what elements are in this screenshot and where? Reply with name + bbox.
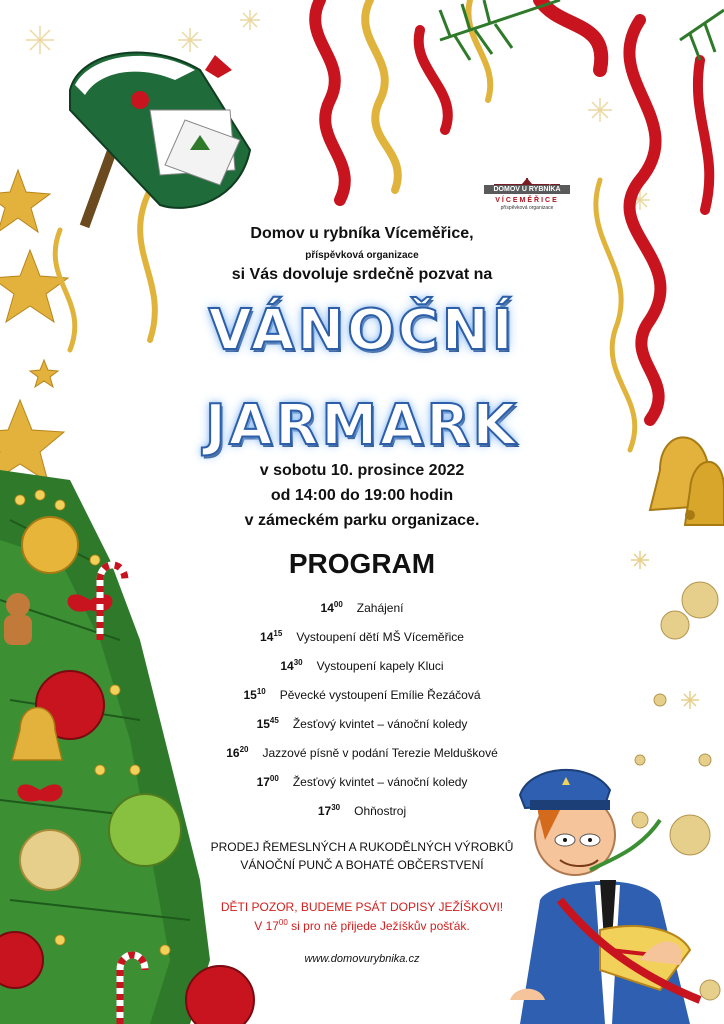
program-time: $16^{20}$ [226, 745, 249, 760]
program-label: Žesťový kvintet – vánoční koledy [292, 775, 468, 789]
event-time: od 14:00 do 19:00 hodin [270, 487, 454, 504]
program-item [0, 745, 724, 760]
event-place: v zámeckém parku organizace. [244, 512, 480, 529]
program-time: $15^{10}$ [243, 687, 266, 702]
program-time: $14^{30}$ [280, 658, 303, 673]
program-label: Žesťový kvintet – vánoční koledy [292, 717, 468, 731]
program-label: Jazzové písně v podání Terezie Melduškové [262, 746, 498, 760]
program-item [0, 600, 724, 615]
program-time: $15^{45}$ [256, 716, 279, 731]
program-item [0, 658, 724, 673]
title-line1: VÁNOČNÍ [208, 298, 516, 363]
program-time: $14^{00}$ [320, 600, 343, 615]
kids-notice-line1: DĚTI POZOR, BUDEME PSÁT DOPISY JEŽÍŠKOVI! [220, 900, 504, 914]
program-item [0, 716, 724, 731]
website-link[interactable]: www.domovurybnika.cz [304, 953, 420, 965]
logo-type: příspěvková organizace [500, 205, 554, 211]
kids-notice-line2: V $17^{00}$ si pro ně přijede Ježíškův pošťák. [254, 918, 470, 933]
program-time: $14^{15}$ [260, 629, 283, 644]
program-time: $17^{30}$ [317, 803, 341, 818]
program-label: Ohňostroj [354, 804, 407, 818]
program-item [0, 774, 724, 789]
org-name: Domov u rybníka Víceměřice, [250, 225, 474, 242]
logo-place: VÍCEMĚŘICE [495, 197, 559, 204]
organization-logo [484, 178, 570, 214]
title-line2: JARMARK [205, 393, 519, 458]
event-date: v sobotu 10. prosince 2022 [259, 462, 465, 479]
program-heading: PROGRAM [288, 548, 436, 579]
program-time: $17^{00}$ [256, 774, 279, 789]
program-label: Zahájení [356, 601, 404, 615]
mailbox-illustration [70, 53, 250, 229]
sales-line2: VÁNOČNÍ PUNČ A BOHATÉ OBČERSTVENÍ [240, 858, 484, 872]
invite-text: si Vás dovoluje srdečně pozvat na [231, 266, 493, 283]
sales-line1: PRODEJ ŘEMESLNÝCH A RUKODĚLNÝCH VÝROBKŮ [210, 840, 514, 854]
program-label: Vystoupení kapely Kluci [316, 659, 444, 673]
program-item [0, 803, 724, 818]
program-item [0, 687, 724, 702]
logo-name: DOMOV U RYBNÍKA [484, 185, 570, 194]
org-type: příspěvková organizace [305, 250, 419, 261]
program-label: Pěvecké vystoupení Emílie Řezáčová [279, 688, 481, 702]
program-label: Vystoupení dětí MŠ Víceměřice [296, 630, 464, 644]
program-item [0, 629, 724, 644]
